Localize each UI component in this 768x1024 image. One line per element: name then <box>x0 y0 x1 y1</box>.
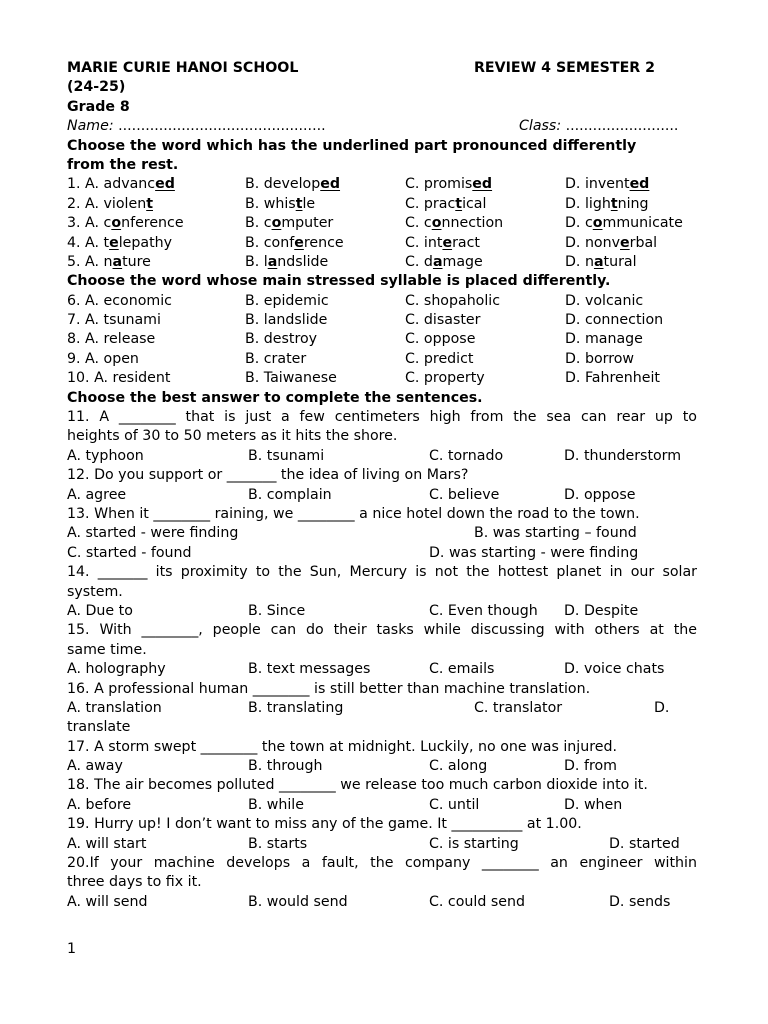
q19-option-b: B. starts <box>248 835 308 852</box>
q19-option-c: C. is starting <box>429 835 519 852</box>
q5-option-b: B. landslide <box>245 253 329 270</box>
q15-option-d: D. voice chats <box>564 661 665 678</box>
q18-options <box>67 796 697 815</box>
q10-option-d: D. Fahrenheit <box>565 370 660 387</box>
q18-option-d: D. when <box>564 796 623 813</box>
q2-option-d: D. lightning <box>565 195 649 212</box>
q16-text: 16. A professional human ________ is still better than machine translation. <box>67 680 591 697</box>
q9-option-a: 9. A. open <box>67 350 139 367</box>
q8-option-b: B. destroy <box>245 331 318 348</box>
q17-option-c: C. along <box>429 758 488 775</box>
name-class-row <box>67 117 697 136</box>
section1-question-2 <box>67 195 697 214</box>
q3-option-d: D. communicate <box>565 215 683 232</box>
section2-question-8 <box>67 330 697 349</box>
q6-option-c: C. shopaholic <box>405 292 501 309</box>
section2-question-9 <box>67 350 697 369</box>
q7-option-d: D. connection <box>565 312 664 329</box>
q1-option-a: 1. A. advanced <box>67 176 175 193</box>
q12-option-a: A. agree <box>67 486 127 503</box>
q4-option-a: 4. A. telepathy <box>67 234 173 251</box>
q9-option-d: D. borrow <box>565 350 635 367</box>
q8-option-c: C. oppose <box>405 331 476 348</box>
review-title: REVIEW 4 SEMESTER 2 <box>474 60 656 76</box>
q20-text-cont: three days to fix it. <box>67 874 202 891</box>
q9-option-c: C. predict <box>405 350 474 367</box>
name-label: Name: <box>67 118 114 135</box>
q16-options <box>67 699 697 718</box>
q3-option-a: 3. A. conference <box>67 215 184 232</box>
q14-option-d: D. Despite <box>564 602 639 619</box>
underlined-part: t <box>146 195 153 212</box>
grade: Grade 8 <box>67 98 130 115</box>
school-year: (24-25) <box>67 79 126 96</box>
q6-option-a: 6. A. economic <box>67 292 172 309</box>
q14-text: 14. _______ its proximity to the Sun, Mercury is not the hottest planet in our solar <box>67 564 697 581</box>
q12-text: 12. Do you support or _______ the idea of living on Mars? <box>67 467 469 484</box>
q9-option-b: B. crater <box>245 350 307 367</box>
q2-option-a: 2. A. violent <box>67 195 153 212</box>
q15-text: 15. With ________, people can do their tasks while discussing with others at the <box>67 622 697 639</box>
underlined-part: o <box>111 215 122 232</box>
section2-title: Choose the word whose main stressed syllable is placed differently. <box>67 273 611 290</box>
q15-option-c: C. emails <box>429 661 495 678</box>
underlined-part: t <box>610 195 618 212</box>
q11-text: 11. A ________ that is just a few centimeters high from the sea can rear up to <box>67 409 697 426</box>
underlined-part: e <box>620 234 630 251</box>
class-blank: ......................... <box>561 118 679 135</box>
q16-option-d: D. <box>654 699 670 716</box>
q18-option-c: C. until <box>429 796 480 813</box>
q3-option-c: C. connection <box>405 215 504 232</box>
section1-questions <box>67 175 697 272</box>
q18-text: 18. The air becomes polluted ________ we release too much carbon dioxide into it. <box>67 777 648 794</box>
section2-question-10 <box>67 369 697 388</box>
section2-question-7 <box>67 311 697 330</box>
q8-option-a: 8. A. release <box>67 331 156 348</box>
q17-option-a: A. away <box>67 758 123 775</box>
q7-option-b: B. landslide <box>245 312 328 329</box>
q17-text: 17. A storm swept ________ the town at midnight. Luckily, no one was injured. <box>67 738 617 755</box>
q10-option-b: B. Taiwanese <box>245 370 337 387</box>
q13-options-row2 <box>67 544 697 563</box>
q15-option-a: A. holography <box>67 661 166 678</box>
section3-title: Choose the best answer to complete the sentences. <box>67 389 483 406</box>
q18-option-a: A. before <box>67 796 132 813</box>
q4-option-b: B. conference <box>245 234 344 251</box>
q20-text: 20.If your machine develops a fault, the company ________ an engineer within <box>67 855 697 872</box>
underlined-part: ed <box>629 176 650 193</box>
q3-option-b: B. computer <box>245 215 334 232</box>
underlined-part: ed <box>155 176 175 193</box>
section1-question-4 <box>67 234 697 253</box>
section1-title-cont: from the rest. <box>67 156 179 173</box>
underlined-part: e <box>294 234 304 251</box>
class-label: Class: <box>519 118 562 135</box>
underlined-part: o <box>431 215 442 232</box>
worksheet-page <box>67 59 697 912</box>
q11-option-b: B. tsunami <box>248 447 325 464</box>
q13-option-d: D. was starting - were finding <box>429 544 639 561</box>
q16-option-b: B. translating <box>248 699 344 716</box>
q7-option-a: 7. A. tsunami <box>67 312 161 329</box>
q11-option-a: A. typhoon <box>67 447 144 464</box>
q17-option-d: D. from <box>564 758 617 775</box>
underlined-part: o <box>592 215 603 232</box>
q2-option-c: C. practical <box>405 195 487 212</box>
underlined-part: e <box>109 234 119 251</box>
q13-option-b: B. was starting – found <box>474 525 637 542</box>
q1-option-c: C. promised <box>405 176 493 193</box>
header-row <box>67 59 697 78</box>
underlined-part: t <box>295 195 303 212</box>
q14-option-a: A. Due to <box>67 602 133 619</box>
q20-option-c: C. could send <box>429 893 525 910</box>
q14-option-c: C. Even though <box>429 602 538 619</box>
q20-option-a: A. will send <box>67 893 148 910</box>
q18-option-b: B. while <box>248 796 304 813</box>
q15-options <box>67 660 697 679</box>
underlined-part: a <box>593 253 604 270</box>
q11-option-d: D. thunderstorm <box>564 447 682 464</box>
q13-option-a: A. started - were finding <box>67 525 239 542</box>
q16-option-a: A. translation <box>67 699 162 716</box>
underlined-part: a <box>267 253 278 270</box>
q13-text: 13. When it ________ raining, we ________ a nice hotel down the road to the town. <box>67 505 640 522</box>
underlined-part: t <box>455 195 463 212</box>
q8-option-d: D. manage <box>565 331 643 348</box>
section1-question-5 <box>67 253 697 272</box>
q14-options <box>67 602 697 621</box>
q1-option-d: D. invented <box>565 176 650 193</box>
q19-text: 19. Hurry up! I don’t want to miss any of the game. It __________ at 1.00. <box>67 816 582 833</box>
q12-option-c: C. believe <box>429 486 500 503</box>
q19-options <box>67 835 697 854</box>
q12-option-b: B. complain <box>248 486 332 503</box>
q6-option-d: D. volcanic <box>565 292 644 309</box>
q14-text-cont: system. <box>67 583 123 600</box>
name-blank: .............................................. <box>113 118 326 135</box>
section1-title: Choose the word which has the underlined part pronounced differently <box>67 137 637 154</box>
underlined-part: e <box>442 234 453 251</box>
q19-option-a: A. will start <box>67 835 147 852</box>
q5-option-d: D. natural <box>565 253 637 270</box>
section1-question-1 <box>67 175 697 194</box>
q2-option-b: B. whistle <box>245 195 316 212</box>
q6-option-b: B. epidemic <box>245 292 329 309</box>
q7-option-c: C. disaster <box>405 312 481 329</box>
q4-option-d: D. nonverbal <box>565 234 658 251</box>
page-number: 1 <box>67 941 77 957</box>
underlined-part: a <box>112 253 123 270</box>
q14-option-b: B. Since <box>248 602 306 619</box>
section2-question-6 <box>67 292 697 311</box>
q13-option-c: C. started - found <box>67 544 192 561</box>
section2-questions <box>67 292 697 389</box>
underlined-part: o <box>271 215 282 232</box>
q5-option-c: C. damage <box>405 253 483 270</box>
section1-question-3 <box>67 214 697 233</box>
q15-text-cont: same time. <box>67 641 147 658</box>
q16-option-d-cont: translate <box>67 719 131 736</box>
q4-option-c: C. interact <box>405 234 480 251</box>
q20-option-d: D. sends <box>609 893 671 910</box>
q19-option-d: D. started <box>609 835 680 852</box>
q1-option-b: B. developed <box>245 176 341 193</box>
q16-option-c: C. translator <box>474 699 563 716</box>
school-name: MARIE CURIE HANOI SCHOOL <box>67 60 299 76</box>
q5-option-a: 5. A. nature <box>67 253 151 270</box>
q20-option-b: B. would send <box>248 893 348 910</box>
q17-options <box>67 757 697 776</box>
q12-options <box>67 486 697 505</box>
q11-option-c: C. tornado <box>429 447 504 464</box>
q13-options-row1 <box>67 524 697 543</box>
underlined-part: a <box>432 253 443 270</box>
q12-option-d: D. oppose <box>564 486 636 503</box>
q11-options <box>67 447 697 466</box>
q20-options <box>67 893 697 912</box>
underlined-part: ed <box>472 176 493 193</box>
underlined-part: ed <box>320 176 341 193</box>
q10-option-c: C. property <box>405 370 485 387</box>
q10-option-a: 10. A. resident <box>67 370 171 387</box>
q15-option-b: B. text messages <box>248 661 371 678</box>
q17-option-b: B. through <box>248 758 323 775</box>
q11-text-cont: heights of 30 to 50 meters as it hits the shore. <box>67 428 398 445</box>
